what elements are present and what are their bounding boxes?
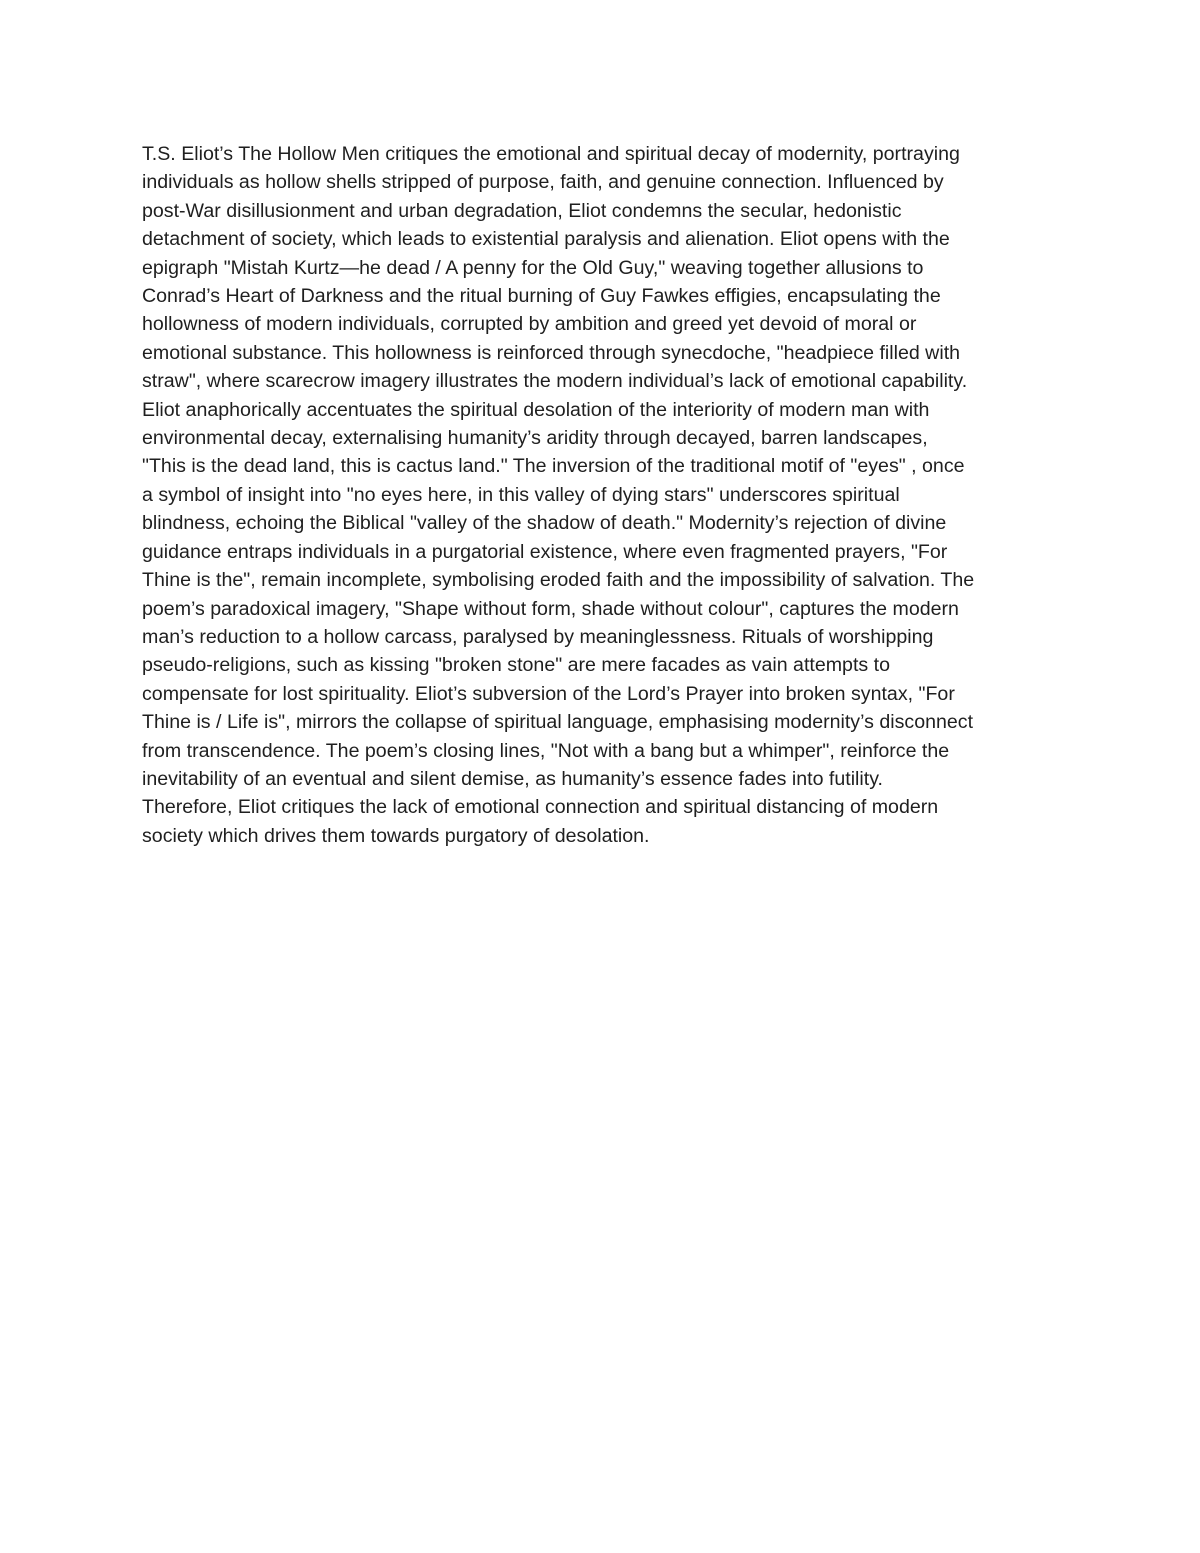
paragraph-line: environmental decay, externalising humanity’s aridity through decayed, barren landscapes, — [142, 427, 928, 450]
paragraph-line: epigraph "Mistah Kurtz—he dead / A penny for the Old Guy," weaving together allusions to — [142, 256, 924, 279]
paragraph-line: guidance entraps individuals in a purgatorial existence, where even fragmented prayers, "For — [142, 540, 948, 563]
paragraph-line: man’s reduction to a hollow carcass, paralysed by meaninglessness. Rituals of worshipping — [142, 625, 934, 648]
paragraph-line: from transcendence. The poem’s closing lines, "Not with a bang but a whimper", reinforce the — [142, 739, 950, 762]
paragraph-line: hollowness of modern individuals, corrupted by ambition and greed yet devoid of moral or — [142, 313, 917, 336]
paragraph-line: compensate for lost spirituality. Eliot’s subversion of the Lord’s Prayer into broken syntax, "For — [142, 682, 955, 705]
paragraph-line: society which drives them towards purgatory of desolation. — [142, 824, 650, 847]
paragraph-line: emotional substance. This hollowness is reinforced through synecdoche, "headpiece filled with — [142, 341, 961, 364]
paragraph-line: T.S. Eliot’s The Hollow Men critiques the emotional and spiritual decay of modernity, portraying — [142, 143, 960, 165]
paragraph-line: post-War disillusionment and urban degradation, Eliot condemns the secular, hedonistic — [142, 199, 902, 222]
paragraph-line: poem’s paradoxical imagery, "Shape without form, shade without colour", captures the modern — [142, 597, 959, 620]
paragraph-line: Thine is / Life is", mirrors the collapse of spiritual language, emphasising modernity’s disconnect — [142, 711, 974, 734]
paragraph-line: straw", where scarecrow imagery illustrates the modern individual’s lack of emotional capability. — [142, 370, 968, 393]
paragraph-line: "This is the dead land, this is cactus land." The inversion of the traditional motif of "eyes" , once — [142, 455, 965, 478]
paragraph-line: Therefore, Eliot critiques the lack of emotional connection and spiritual distancing of modern — [142, 796, 939, 819]
paragraph-line: Eliot anaphorically accentuates the spiritual desolation of the interiority of modern man with — [142, 398, 930, 421]
paragraph-line: pseudo-religions, such as kissing "broken stone" are mere facades as vain attempts to — [142, 654, 890, 677]
paragraph-line: Conrad’s Heart of Darkness and the ritual burning of Guy Fawkes effigies, encapsulating the — [142, 285, 941, 308]
paragraph-line: Thine is the", remain incomplete, symbolising eroded faith and the impossibility of salvation. The — [142, 569, 975, 592]
paragraph-line: a symbol of insight into "no eyes here, in this valley of dying stars" underscores spiritual — [142, 483, 900, 506]
paragraph-line: inevitability of an eventual and silent demise, as humanity’s essence fades into futility. — [142, 767, 883, 790]
paragraph-line: blindness, echoing the Biblical "valley of the shadow of death." Modernity’s rejection of divine — [142, 512, 947, 535]
paragraph-line: detachment of society, which leads to existential paralysis and alienation. Eliot opens with the — [142, 228, 950, 251]
essay-paragraph — [142, 140, 1072, 850]
paragraph-line: individuals as hollow shells stripped of purpose, faith, and genuine connection. Influenced by — [142, 171, 944, 194]
